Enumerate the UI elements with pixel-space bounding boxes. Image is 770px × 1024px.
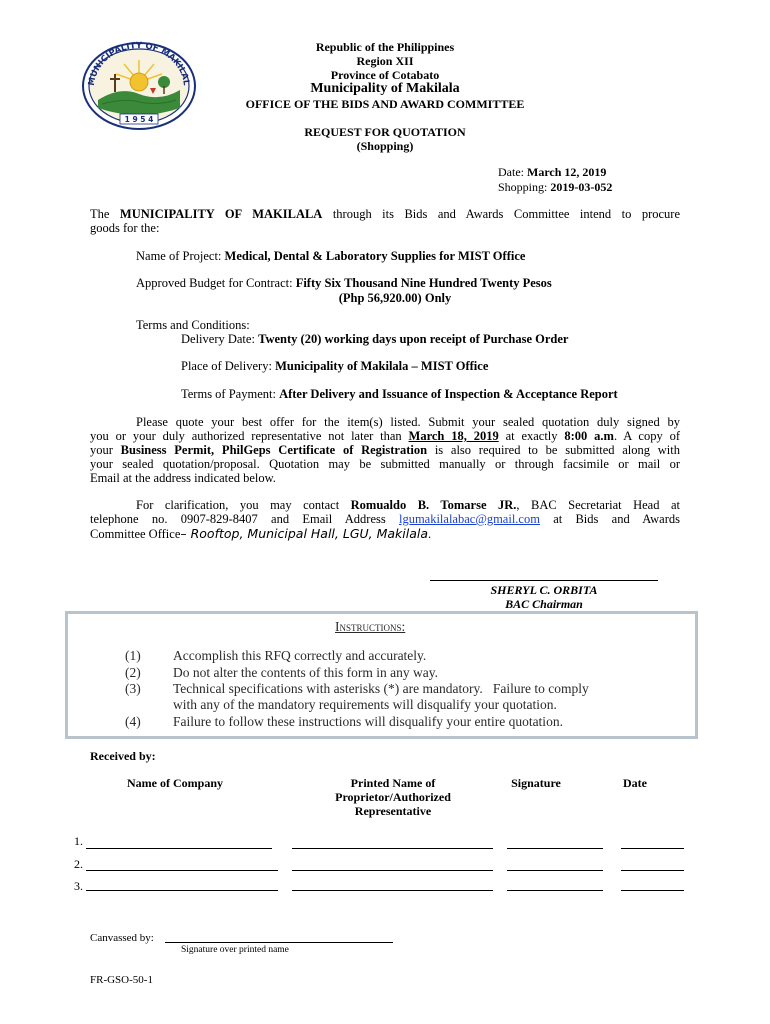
instruction-num-3: (3) <box>125 681 141 696</box>
header-line3: Province of Cotabato <box>330 68 440 82</box>
header-municipality: Municipality of Makilala <box>310 81 460 96</box>
required-documents: Business Permit, PhilGeps Certificate of Registration <box>120 443 428 457</box>
instruction-text-4: Failure to follow these instructions will disqualify your entire quotation. <box>173 714 563 729</box>
header-office: OFFICE OF THE BIDS AND AWARD COMMITTEE <box>245 97 525 111</box>
budget-label: Approved Budget for Contract: <box>136 276 296 290</box>
quote-text: at exactly <box>498 429 565 443</box>
contact-text: . <box>428 527 432 541</box>
budget-value: Fifty Six Thousand Nine Hundred Twenty Pesos <box>295 276 552 290</box>
place-line <box>181 359 488 373</box>
signature-line <box>430 580 658 581</box>
intro-org: MUNICIPALITY OF MAKILALA <box>119 207 323 221</box>
shopping-line <box>498 180 612 194</box>
contact-line1 <box>90 498 680 512</box>
signature-field-3[interactable] <box>507 890 603 891</box>
date-label: Date: <box>498 165 524 179</box>
payment-value: After Delivery and Issuance of Inspection & Acceptance Report <box>279 387 618 401</box>
quote-line3 <box>90 443 680 457</box>
place-label: Place of Delivery: <box>181 359 276 373</box>
intro-text: The <box>90 207 120 221</box>
contact-paragraph <box>90 498 680 541</box>
signatory-title: BAC Chairman <box>505 597 583 611</box>
intro-line1 <box>90 207 680 221</box>
signature-field-2[interactable] <box>507 870 603 871</box>
date-field-2[interactable] <box>621 870 684 871</box>
office-location: – Rooftop, Municipal Hall, LGU, Makilala <box>180 526 429 541</box>
quote-line5: Email at the address indicated below. <box>90 471 276 485</box>
instruction-text-2: Do not alter the contents of this form in any way. <box>173 665 438 680</box>
row-number-1: 1. <box>74 834 83 848</box>
delivery-date-line <box>181 332 568 346</box>
date-field-1[interactable] <box>621 848 684 849</box>
instruction-text-3b: with any of the mandatory requirements will disqualify your quotation. <box>173 697 557 712</box>
terms-heading: Terms and Conditions: <box>136 318 250 332</box>
col-printed-2: Proprietor/Authorized <box>335 790 451 804</box>
delivery-label: Delivery Date: <box>181 332 259 346</box>
quote-line2 <box>90 429 680 443</box>
date-value: March 12, 2019 <box>527 165 607 179</box>
shopping-label: Shopping: <box>498 180 548 194</box>
quote-paragraph <box>90 415 680 485</box>
date-line <box>498 165 606 179</box>
col-signature: Signature <box>511 776 561 790</box>
instructions-box <box>65 611 698 739</box>
signature-field-1[interactable] <box>507 848 603 849</box>
document-title: REQUEST FOR QUOTATION <box>304 125 466 139</box>
contact-text: at Bids and Awards <box>539 512 680 526</box>
instruction-num-4: (4) <box>125 714 141 729</box>
company-field-2[interactable] <box>86 870 278 871</box>
project-name-label: Name of Project: <box>136 249 225 263</box>
quote-text: you or your duly authorized representative not later than <box>90 429 409 443</box>
col-company: Name of Company <box>127 776 223 790</box>
header-line2: Region XII <box>356 54 414 68</box>
col-printed-1: Printed Name of <box>350 776 436 790</box>
payment-label: Terms of Payment: <box>181 387 280 401</box>
budget-line <box>136 276 552 290</box>
deadline-date: March 18, 2019 <box>408 429 499 443</box>
date-field-3[interactable] <box>621 890 684 891</box>
printed-name-field-3[interactable] <box>292 890 493 891</box>
project-name-value: Medical, Dental & Laboratory Supplies for MIST Office <box>224 249 526 263</box>
printed-name-field-2[interactable] <box>292 870 493 871</box>
col-date: Date <box>623 776 647 790</box>
instructions-title: Instructions: <box>335 619 406 634</box>
project-name-line <box>136 249 525 263</box>
quote-text: your <box>90 443 121 457</box>
contact-text: For clarification, you may contact <box>136 498 351 512</box>
company-field-3[interactable] <box>86 890 278 891</box>
delivery-value: Twenty (20) working days upon receipt of Purchase Order <box>258 332 569 346</box>
quote-text: . A copy of <box>613 429 680 443</box>
row-number-2: 2. <box>74 857 83 871</box>
contact-line3 <box>90 527 680 541</box>
contact-person: Romualdo B. Tomarse JR. <box>350 498 517 512</box>
received-heading: Received by: <box>90 749 156 763</box>
instruction-text-1: Accomplish this RFQ correctly and accurately. <box>173 648 427 663</box>
payment-line <box>181 387 618 401</box>
place-value: Municipality of Makilala – MIST Office <box>275 359 489 373</box>
document-subtitle: (Shopping) <box>356 139 414 153</box>
intro-text-2: through its Bids and Awards Committee intend to procure <box>322 207 680 221</box>
deadline-time: 8:00 a.m <box>564 429 614 443</box>
contact-line2 <box>90 512 680 526</box>
contact-text: , BAC Secretariat Head at <box>516 498 680 512</box>
canvassed-label: Canvassed by: <box>90 932 154 944</box>
quote-line1: Please quote your best offer for the item(s) listed. Submit your sealed quotation duly signed by <box>136 415 680 429</box>
company-field-1[interactable] <box>86 848 272 849</box>
quote-text: is also required to be submitted along with <box>427 443 680 457</box>
intro-line2: goods for the: <box>90 221 160 235</box>
instruction-text-3: Technical specifications with asterisks (*) are mandatory. Failure to comply <box>173 681 589 696</box>
seal-text: MUNICIPALITY OF MAKILAL <box>86 40 191 87</box>
budget-value-2: (Php 56,920.00) Only <box>338 291 452 305</box>
municipal-seal <box>80 38 198 130</box>
header-block <box>235 40 535 82</box>
seal-year: 1 9 5 4 <box>124 115 154 124</box>
signatory-name: SHERYL C. ORBITA <box>490 583 598 597</box>
instruction-num-1: (1) <box>125 648 141 663</box>
canvassed-caption: Signature over printed name <box>181 945 289 955</box>
shopping-value: 2019-03-052 <box>550 180 613 194</box>
row-number-3: 3. <box>74 879 83 893</box>
header-line1: Republic of the Philippines <box>315 40 455 54</box>
instruction-num-2: (2) <box>125 665 141 680</box>
col-printed-name <box>300 776 486 818</box>
form-code: FR-GSO-50-1 <box>90 974 153 986</box>
contact-text: Committee Office <box>90 527 181 541</box>
canvassed-signature-field[interactable] <box>165 942 393 943</box>
email-link[interactable]: lgumakilalabac@gmail.com <box>398 512 540 526</box>
printed-name-field-1[interactable] <box>292 848 493 849</box>
contact-text: telephone no. 0907-829-8407 and Email Address <box>90 512 399 526</box>
col-printed-3: Representative <box>354 804 432 818</box>
quote-line4: your sealed quotation/proposal. Quotation may be submitted manually or through facsimile or mail or <box>90 457 680 471</box>
